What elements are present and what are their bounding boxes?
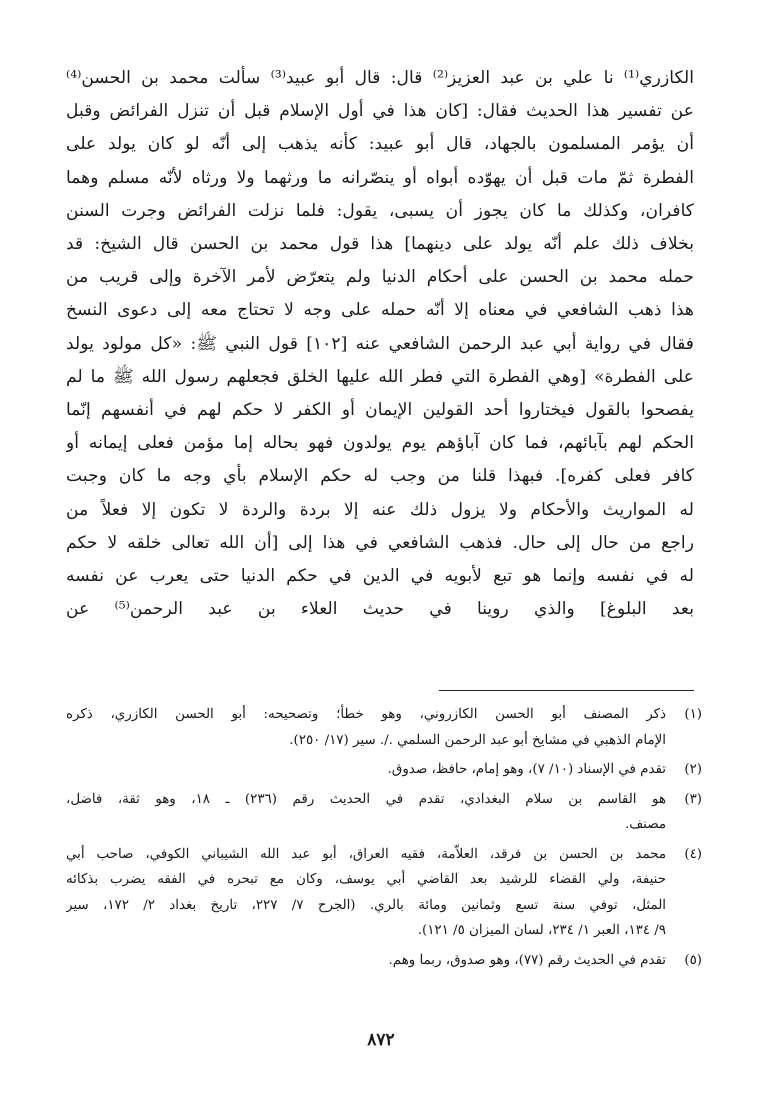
text-line: بخلاف ذلك علم أنّه يولد على دينهما] هذا قول محمد بن الحسن قال الشيخ: قد — [66, 234, 694, 255]
footnote-text — [66, 842, 666, 944]
footnote-separator — [439, 690, 694, 691]
footnote-text — [66, 702, 666, 753]
footnote-line: ٩/ ١٣٤، العبر ١/ ٢٣٤، لسان الميزان ٥/ ١٢١). — [417, 923, 666, 938]
footnote-item — [66, 757, 702, 783]
text-line: الفطرة ثمّ مات قبل أن يهوّده أبواه أو ينصّرانه ما ورثهما ولا ورثاه لأنّه مسلم وهما — [66, 167, 694, 188]
text-line: يفصحوا بالقول فيختاروا أحد القولين الإيمان أو الكفر لا حكم لهم في أنفسهم إنّما — [66, 400, 694, 421]
footnote-line: هو القاسم بن سلام البغدادي، تقدم في الحديث رقم (٢٣٦) ـ ١٨، وهو ثقة، فاضل، — [66, 791, 666, 807]
footnote-item — [66, 948, 702, 974]
footnote-number: (٢) — [684, 762, 702, 777]
footnotes — [66, 702, 702, 977]
footnote-line: المثل، توفي سنة تسع وثمانين ومائة بالري. (الجرح ٧/ ٢٢٧، تاريخ بغداد ٢/ ١٧٢، سير — [66, 897, 666, 913]
text-line: الكازري⁽¹⁾ نا علي بن عبد العزيز⁽²⁾ قال: قال أبو عبيد⁽³⁾ سألت محمد بن الحسن⁽⁴⁾ — [66, 68, 694, 88]
footnote-number: (١) — [684, 707, 702, 722]
main-text — [66, 62, 694, 626]
footnote-line: ذكر المصنف أبو الحسن الكازروني، وهو خطأ؛ وتصحيحه: أبو الحسن الكازري، ذكره — [66, 707, 666, 722]
footnote-text — [66, 757, 666, 783]
footnote-line: الإمام الذهبي في مشايخ أبو عبد الرحمن السلمي ./. سير (١٧/ ٢٥٠). — [289, 732, 666, 748]
footnote-line: تقدم في الإسناد (١٠/ ٧)، وهو إمام، حافظ، صدوق. — [387, 762, 666, 777]
text-line: حمله محمد بن الحسن على أحكام الدنيا ولم يتعرّض لأمر الآخرة وإلى قريب من — [66, 267, 694, 288]
text-line: عن تفسير هذا الحديث فقال: [كان هذا في أول الإسلام قبل أن تنزل الفرائض وقبل — [66, 101, 694, 122]
footnote-item — [66, 842, 702, 944]
footnote-line: حنيفة، ولي القضاء للرشيد بعد القاضي أبي يوسف، وكان مع تبحره في الفقه يضرب بذكائه — [66, 872, 666, 887]
text-line: له المواريث والأحكام ولا يزول ذلك عنه إلا بردة والردة لا تكون إلا فعلاً من — [66, 499, 694, 520]
footnote-text — [66, 787, 666, 838]
text-line: بعد البلوغ] والذي روينا في حديث العلاء بن عبد الرحمن⁽⁵⁾ عن — [66, 599, 694, 620]
footnote-line: محمد بن الحسن بن فرقد، العلاّمة، فقيه العراق، أبو عبد الله الشيباني الكوفي، صاحب أبي — [66, 846, 666, 862]
footnote-line: مصنف. — [625, 817, 666, 832]
text-line: على الفطرة» [وهي الفطرة التي فطر الله عليها الخلق فجعلهم رسول الله ﷺ ما لم — [66, 366, 694, 387]
footnote-item — [66, 702, 702, 753]
footnote-text — [66, 948, 666, 974]
footnote-number: (٤) — [684, 846, 702, 862]
footnote-number: (٥) — [684, 952, 702, 968]
page-number: ٨٧٢ — [367, 1030, 395, 1050]
text-line: أن يؤمر المسلمون بالجهاد، قال أبو عبيد: كأنه يذهب إلى أنّه لو كان يولد على — [66, 134, 694, 155]
text-line: هذا ذهب الشافعي في معناه إلا أنّه حمله على وجه لا تحتاج معه إلى دعوى النسخ — [66, 300, 694, 321]
text-line: كافران، وكذلك ما كان يجوز أن يسبى، يقول: فلما نزلت الفرائض وجرت السنن — [66, 200, 694, 221]
text-line: راجع من حال إلى حال. فذهب الشافعي في هذا إلى [أن الله تعالى خلقه لا حكم — [66, 532, 694, 553]
text-line: الحكم لهم بآبائهم، فما كان آباؤهم يوم يولدون فهو بحاله إما مؤمن فعلى إيمانه أو — [66, 433, 694, 454]
page-body — [66, 62, 694, 626]
footnote-number: (٣) — [684, 791, 702, 807]
footnote-line: تقدم في الحديث رقم (٧٧)، وهو صدوق، ربما وهم. — [388, 952, 666, 968]
text-line: كافر فعلى كفره]. فبهذا قلنا من وجب له حكم الإسلام بأي وجه ما كان وجبت — [66, 466, 694, 487]
text-line: فقال في رواية أبي عبد الرحمن الشافعي عنه [١٠٢] قول النبي ﷺ: «كل مولود يولد — [66, 333, 694, 354]
footnote-item — [66, 787, 702, 838]
text-line: له في نفسه وإنما هو تبع لأبويه في الدين في حكم الدنيا حتى يعرب عن نفسه — [66, 566, 694, 587]
